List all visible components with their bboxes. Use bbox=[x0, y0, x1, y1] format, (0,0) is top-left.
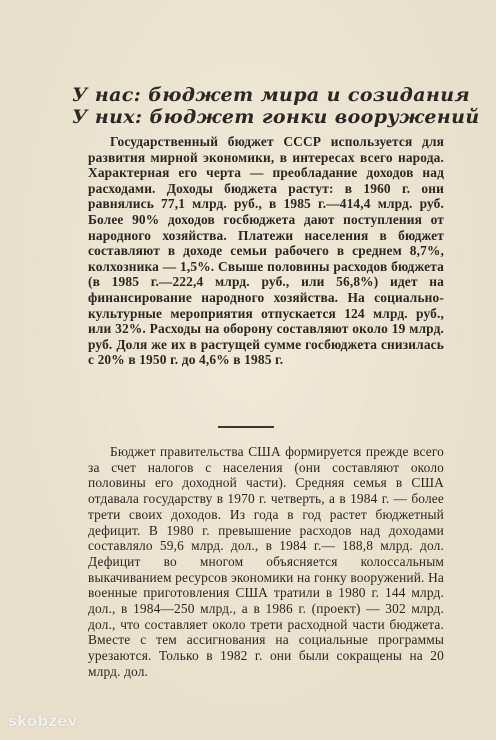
usa-budget-paragraph-body bbox=[88, 444, 444, 680]
ussr-budget-paragraph-body bbox=[88, 134, 444, 368]
usa-budget-text: Бюджет правительства США формируется прежде всего за счет налогов с населения (они составляют около половины его доходной части). Средняя семья в США отдавала государству в 1970 г. четверть, а в 1984 г. — более трети своих доходов. Из года в год растет бюджетный дефицит. В 1980 г. превышение расходов над доходами составляло 59,6 млрд. дол., в 1984 г.— 188,8 млрд. дол. Дефицит во многом объясняется колоссальным выкачиванием ресурсов экономики на гонку вооружений. На военные приготовления США тратили в 1980 г. 144 млрд. дол., в 1984—250 млрд., а в 1986 г. (проект) — 302 млрд. дол., что составляет около трети расходной части бюджета. Вместе с тем ассигнования на социальные программы урезаются. Только в 1982 г. они были сокращены на 20 млрд. дол. bbox=[88, 444, 444, 679]
watermark: skobzev bbox=[8, 712, 78, 730]
usa-budget-paragraph bbox=[88, 444, 444, 680]
ussr-budget-text: Государственный бюджет СССР используется для развития мирной экономики, в интересах всего народа. Характерная его черта — преобладание доходов над расходами. Доходы бюджета растут: в 1960 г. они равнялись 77,1 млрд. руб., в 1985 г.—414,4 млрд. руб. Более 90% доходов госбюджета дают поступления от народного хозяйства. Платежи населения в бюджет составляют в доходе семьи рабочего в среднем 8,7%, колхозника — 1,5%. Свыше половины расходов бюджета (в 1985 г.—222,4 млрд. руб., или 56,8%) идет на финансирование народного хозяйства. На социально-культурные мероприятия отпускается 124 млрд. руб., или 32%. Расходы на оборону составляют около 19 млрд. руб. Доля же их в растущей сумме госбюджета снизилась с 20% в 1950 г. до 4,6% в 1985 г. bbox=[88, 134, 444, 368]
heading-line-ussr: У нас: бюджет мира и созидания bbox=[72, 84, 470, 106]
ussr-budget-paragraph bbox=[88, 134, 444, 368]
page-heading bbox=[72, 84, 480, 128]
heading-line-usa: У них: бюджет гонки вооружений bbox=[72, 106, 480, 128]
section-divider bbox=[218, 426, 274, 428]
